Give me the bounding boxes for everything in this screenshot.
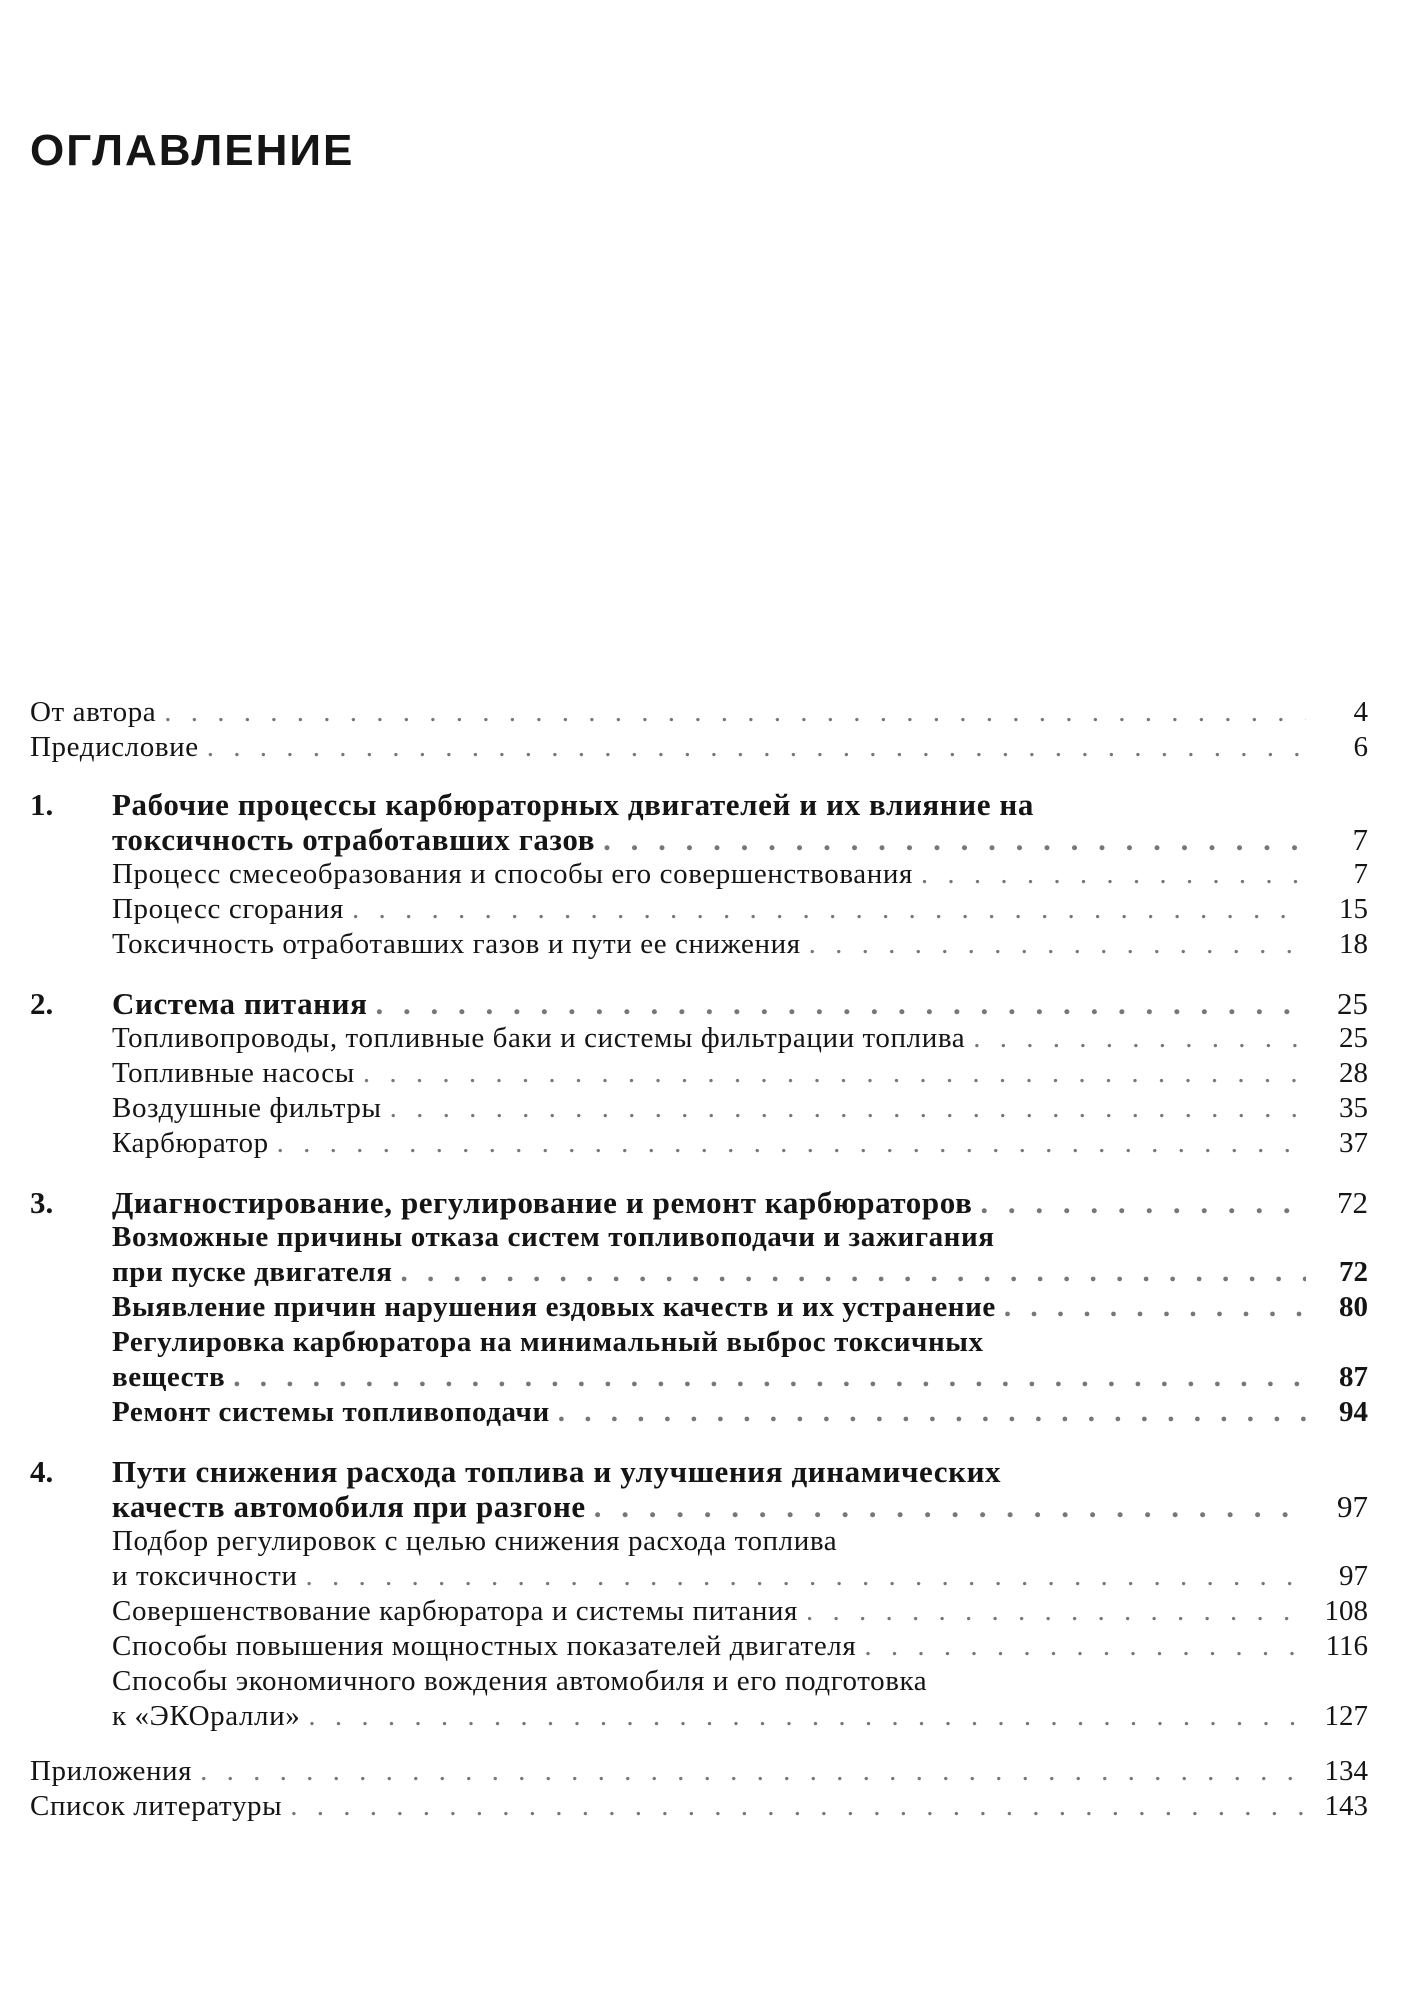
toc-entry-references[interactable] — [30, 1789, 1368, 1824]
toc-entry[interactable] — [30, 1594, 1368, 1629]
entry-page: 37 — [1339, 1127, 1368, 1159]
toc-entry-line[interactable] — [30, 1325, 1368, 1360]
page-title: ОГЛАВЛЕНИЕ — [30, 126, 355, 175]
chapter-3-heading[interactable] — [30, 1185, 1368, 1220]
leader-dots — [308, 1699, 1306, 1734]
entry-label: к «ЭКОралли» — [112, 1700, 301, 1732]
toc-entry-line[interactable] — [30, 1220, 1368, 1255]
toc-entry-appendices[interactable] — [30, 1754, 1368, 1789]
toc-entry-line[interactable] — [30, 1524, 1368, 1559]
entry-page: 134 — [1324, 1755, 1368, 1787]
entry-label: Топливные насосы — [112, 1057, 355, 1089]
toc-entry[interactable] — [30, 1360, 1368, 1395]
toc-entry-line[interactable] — [30, 1664, 1368, 1699]
chapter-1-heading-cont[interactable] — [30, 822, 1368, 857]
chapter-number: 1. — [30, 787, 54, 822]
chapter-page: 97 — [1337, 1489, 1368, 1524]
entry-label-line: Подбор регулировок с целью снижения расхода топлива — [112, 1525, 838, 1557]
entry-page: 25 — [1339, 1022, 1368, 1054]
entry-label: Приложения — [30, 1755, 193, 1787]
entry-page: 87 — [1339, 1361, 1368, 1393]
toc-entry[interactable] — [30, 1126, 1368, 1161]
entry-label: Токсичность отработавших газов и пути ее снижения — [112, 928, 801, 960]
chapter-4-heading[interactable] — [30, 1454, 1368, 1489]
toc-entry[interactable] — [30, 1395, 1368, 1430]
entry-page: 108 — [1324, 1595, 1368, 1627]
leader-dots — [164, 695, 1306, 730]
entry-page: 35 — [1339, 1092, 1368, 1124]
entry-page: 80 — [1339, 1291, 1368, 1323]
leader-dots — [558, 1395, 1306, 1430]
entry-label-line: Регулировка карбюратора на минимальный выброс токсичных — [112, 1326, 984, 1358]
chapter-title-line: Пути снижения расхода топлива и улучшения динамических — [112, 1454, 1002, 1489]
toc-entry[interactable] — [30, 1699, 1368, 1734]
chapter-4-heading-cont[interactable] — [30, 1489, 1368, 1524]
chapter-1-heading[interactable] — [30, 787, 1368, 822]
leader-dots — [306, 1559, 1306, 1594]
entry-label: Совершенствование карбюратора и системы питания — [112, 1595, 798, 1627]
toc-entry[interactable] — [30, 1056, 1368, 1091]
entry-label: Выявление причин нарушения ездовых качеств и их устранение — [112, 1291, 996, 1323]
chapter-page: 7 — [1352, 822, 1368, 857]
toc-entry[interactable] — [30, 1255, 1368, 1290]
toc-entry-preface[interactable] — [30, 730, 1368, 765]
leader-dots — [401, 1255, 1306, 1290]
leader-dots — [809, 927, 1306, 962]
entry-label: веществ — [112, 1361, 226, 1393]
entry-label-line: Возможные причины отказа систем топливоподачи и зажигания — [112, 1221, 995, 1253]
chapter-number: 4. — [30, 1454, 54, 1489]
entry-page: 7 — [1353, 858, 1368, 890]
leader-dots — [921, 857, 1306, 892]
entry-label: Топливопроводы, топливные баки и системы фильтрации топлива — [112, 1022, 966, 1054]
leader-dots — [864, 1629, 1306, 1664]
leader-dots — [375, 986, 1306, 1021]
leader-dots — [363, 1056, 1306, 1091]
entry-label: Воздушные фильтры — [112, 1092, 382, 1124]
leader-dots — [1004, 1290, 1306, 1325]
entry-page: 94 — [1339, 1396, 1368, 1428]
leader-dots — [207, 730, 1306, 765]
chapter-page: 25 — [1337, 986, 1368, 1021]
chapter-page: 72 — [1337, 1185, 1368, 1220]
entry-label: От автора — [30, 696, 157, 728]
leader-dots — [390, 1091, 1306, 1126]
entry-label-line: Способы экономичного вождения автомобиля и его подготовка — [112, 1665, 928, 1697]
chapter-title: Система питания — [112, 986, 368, 1021]
entry-label: при пуске двигателя — [112, 1256, 393, 1288]
toc-entry[interactable] — [30, 927, 1368, 962]
leader-dots — [277, 1126, 1306, 1161]
entry-page: 18 — [1339, 928, 1368, 960]
entry-page: 143 — [1324, 1790, 1368, 1822]
entry-page: 116 — [1325, 1630, 1368, 1662]
leader-dots — [352, 892, 1306, 927]
entry-label: Карбюратор — [112, 1127, 269, 1159]
leader-dots — [233, 1360, 1306, 1395]
table-of-contents — [30, 695, 1368, 1824]
entry-label: Ремонт системы топливоподачи — [112, 1396, 550, 1428]
chapter-number: 2. — [30, 986, 54, 1021]
toc-entry[interactable] — [30, 857, 1368, 892]
leader-dots — [973, 1021, 1306, 1056]
entry-label: Процесс сгорания — [112, 893, 344, 925]
entry-label: Предисловие — [30, 731, 199, 763]
entry-page: 97 — [1339, 1560, 1368, 1592]
entry-label: Способы повышения мощностных показателей двигателя — [112, 1630, 857, 1662]
toc-entry[interactable] — [30, 1559, 1368, 1594]
leader-dots — [290, 1789, 1306, 1824]
toc-entry-from-author[interactable] — [30, 695, 1368, 730]
entry-label: и токсичности — [112, 1560, 298, 1592]
entry-page: 6 — [1353, 731, 1368, 763]
toc-entry[interactable] — [30, 1290, 1368, 1325]
entry-page: 72 — [1339, 1256, 1368, 1288]
chapter-title-line: качеств автомобиля при разгоне — [112, 1489, 586, 1524]
toc-entry[interactable] — [30, 1629, 1368, 1664]
entry-label: Процесс смесеобразования и способы его совершенствования — [112, 858, 913, 890]
chapter-2-heading[interactable] — [30, 986, 1368, 1021]
leader-dots — [603, 822, 1306, 857]
toc-entry[interactable] — [30, 892, 1368, 927]
entry-page: 4 — [1353, 696, 1368, 728]
toc-entry[interactable] — [30, 1091, 1368, 1126]
leader-dots — [594, 1489, 1306, 1524]
leader-dots — [806, 1594, 1306, 1629]
entry-page: 127 — [1324, 1700, 1368, 1732]
entry-page: 28 — [1339, 1057, 1368, 1089]
entry-page: 15 — [1339, 893, 1368, 925]
chapter-title-line: токсичность отработавших газов — [112, 822, 596, 857]
leader-dots — [200, 1754, 1306, 1789]
entry-label: Список литературы — [30, 1790, 283, 1822]
chapter-title: Диагностирование, регулирование и ремонт карбюраторов — [112, 1185, 973, 1220]
leader-dots — [980, 1185, 1306, 1220]
chapter-number: 3. — [30, 1185, 54, 1220]
toc-entry[interactable] — [30, 1021, 1368, 1056]
chapter-title-line: Рабочие процессы карбюраторных двигателей и их влияние на — [112, 787, 1034, 822]
